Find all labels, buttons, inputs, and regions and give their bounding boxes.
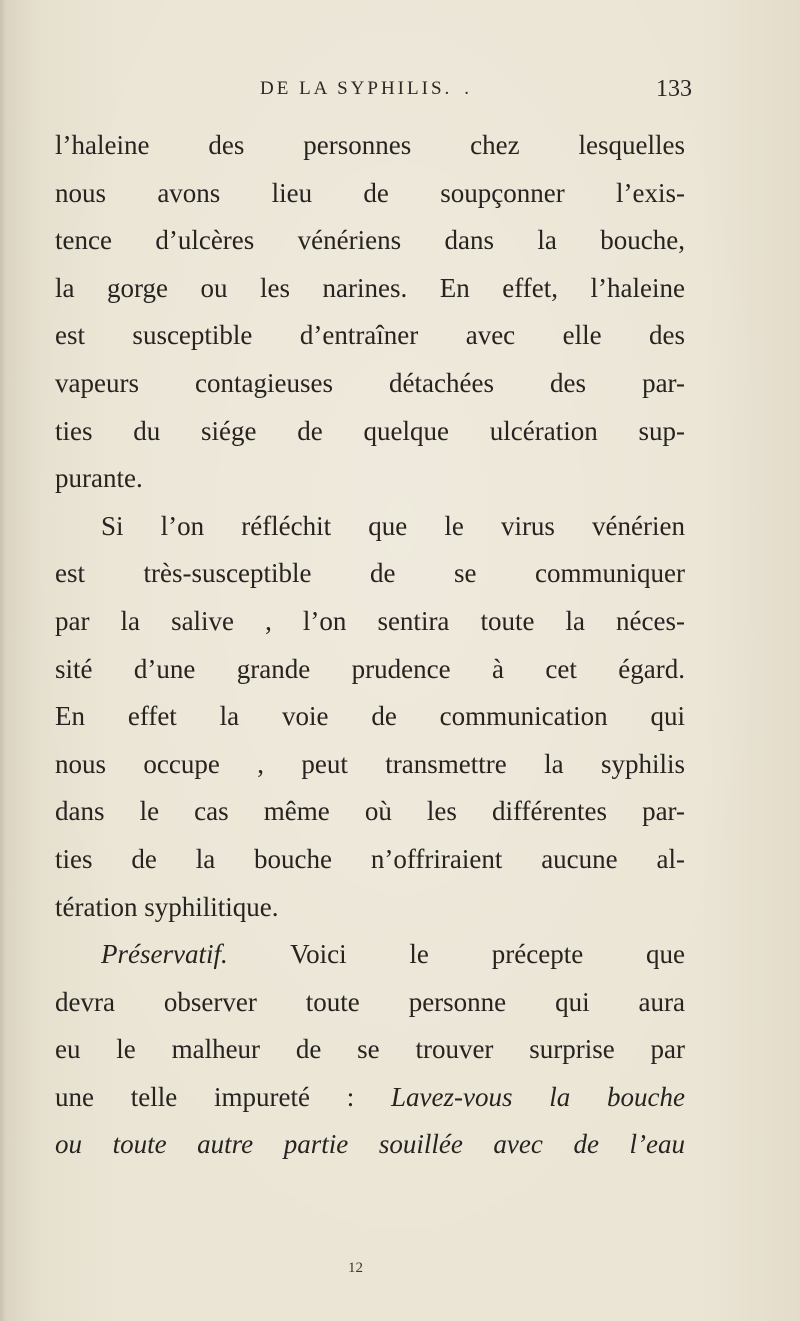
text-line: eu le malheur de se trouver surprise par xyxy=(55,1034,685,1065)
impurete-text: une telle impureté : xyxy=(55,1081,392,1112)
running-title xyxy=(260,78,472,100)
text-line: En effet la voie de communication qui xyxy=(55,701,685,732)
text-line: nous occupe , peut transmettre la syphilis xyxy=(55,748,685,779)
preservatif-label: Préservatif. xyxy=(101,939,228,970)
body-text xyxy=(55,122,685,1169)
impurete-line xyxy=(55,1074,685,1122)
text-line: tence d’ulcères vénériens dans la bouche, xyxy=(55,225,685,256)
text-line: ties de la bouche n’offriraient aucune al- xyxy=(55,843,685,874)
text-line: Si l’on réfléchit que le virus vénérien xyxy=(101,510,685,541)
text-line: l’haleine des personnes chez lesquelles xyxy=(55,130,685,160)
running-title-dot: . xyxy=(464,78,473,99)
text-line: sité d’une grande prudence à cet égard. xyxy=(55,653,685,684)
text-line: la gorge ou les narines. En effet, l’haleine xyxy=(55,272,685,303)
text-line: dans le cas même où les différentes par- xyxy=(55,796,685,827)
text-line: nous avons lieu de soupçonner l’exis- xyxy=(55,177,685,208)
text-line: vapeurs contagieuses détachées des par- xyxy=(55,367,685,398)
text-line: devra observer toute personne qui aura xyxy=(55,986,685,1017)
running-head xyxy=(110,78,700,108)
impurete-italic: Lavez-vous la bouche xyxy=(391,1081,686,1112)
text-line: tération syphilitique. xyxy=(55,891,279,922)
running-title-text: DE LA SYPHILIS. xyxy=(260,78,453,99)
page-binding-shadow xyxy=(0,0,6,1321)
text-line-italic: ou toute autre partie souillée avec de l’eau xyxy=(55,1129,685,1160)
preservatif-line xyxy=(55,931,685,979)
signature-mark: 12 xyxy=(348,1260,363,1276)
text-line: est très-susceptible de se communiquer xyxy=(55,558,685,589)
text-line: par la salive , l’on sentira toute la néces- xyxy=(55,605,685,636)
page-number: 133 xyxy=(656,76,692,102)
text-line: purante. xyxy=(55,463,143,494)
preservatif-text: Voici le précepte que xyxy=(227,939,685,970)
text-line: est susceptible d’entraîner avec elle des xyxy=(55,320,685,351)
text-line: ties du siége de quelque ulcération sup- xyxy=(55,415,685,446)
